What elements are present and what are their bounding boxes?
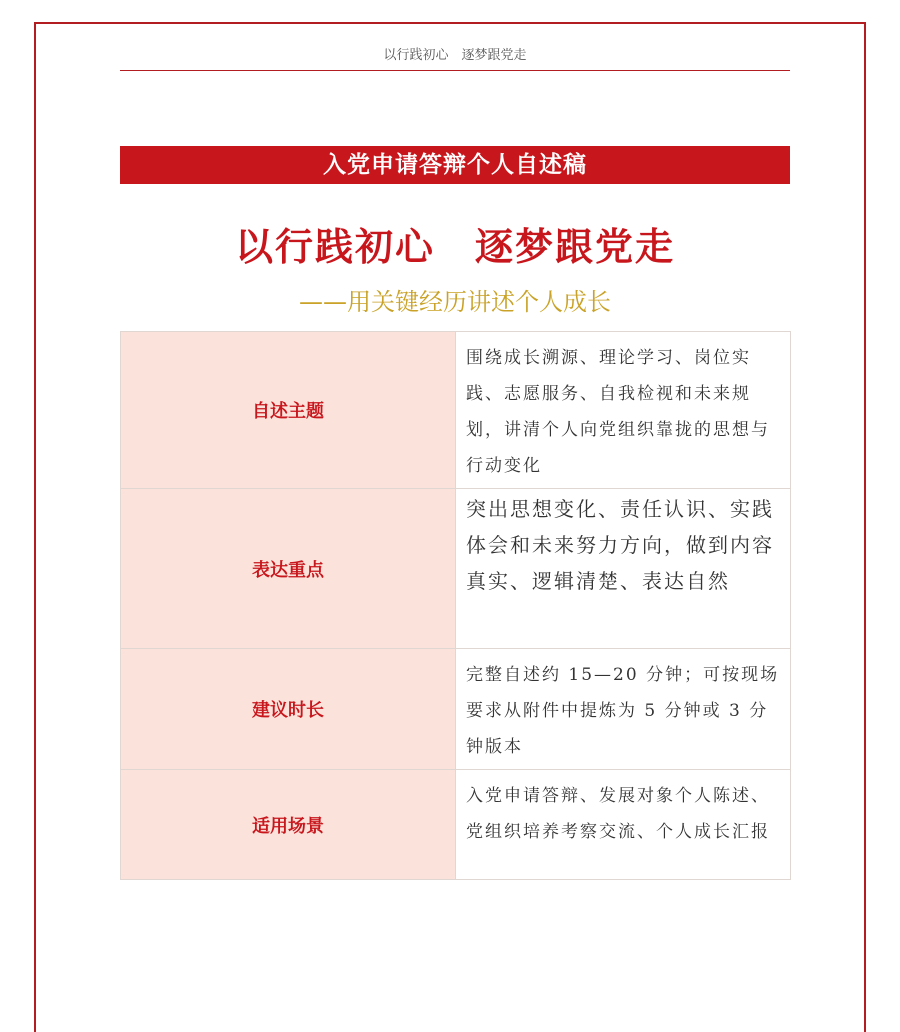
row-desc-scenario: 入党申请答辩、发展对象个人陈述、党组织培养考察交流、个人成长汇报 bbox=[456, 770, 791, 880]
row-label-theme: 自述主题 bbox=[121, 332, 456, 489]
row-label-duration: 建议时长 bbox=[121, 649, 456, 770]
summary-table bbox=[120, 331, 791, 880]
table-row bbox=[121, 332, 791, 489]
row-desc-theme: 围绕成长溯源、理论学习、岗位实践、志愿服务、自我检视和未来规划，讲清个人向党组织靠拢的思想与行动变化 bbox=[456, 332, 791, 489]
page-title: 以行践初心 逐梦跟党走 bbox=[234, 225, 675, 269]
page-subtitle: ——用关键经历讲述个人成长 bbox=[299, 288, 611, 316]
row-label-focus: 表达重点 bbox=[121, 489, 456, 649]
table-row bbox=[121, 489, 791, 649]
row-label-scenario: 适用场景 bbox=[121, 770, 456, 880]
running-header: 以行践初心 逐梦跟党走 bbox=[383, 48, 527, 63]
header-divider bbox=[120, 70, 790, 71]
document-banner: 入党申请答辩个人自述稿 bbox=[120, 146, 790, 184]
row-desc-duration: 完整自述约 15—20 分钟；可按现场要求从附件中提炼为 5 分钟或 3 分钟版本 bbox=[456, 649, 791, 770]
row-desc-focus: 突出思想变化、责任认识、实践体会和未来努力方向，做到内容真实、逻辑清楚、表达自然 bbox=[456, 489, 791, 649]
table-row bbox=[121, 770, 791, 880]
table-row bbox=[121, 649, 791, 770]
